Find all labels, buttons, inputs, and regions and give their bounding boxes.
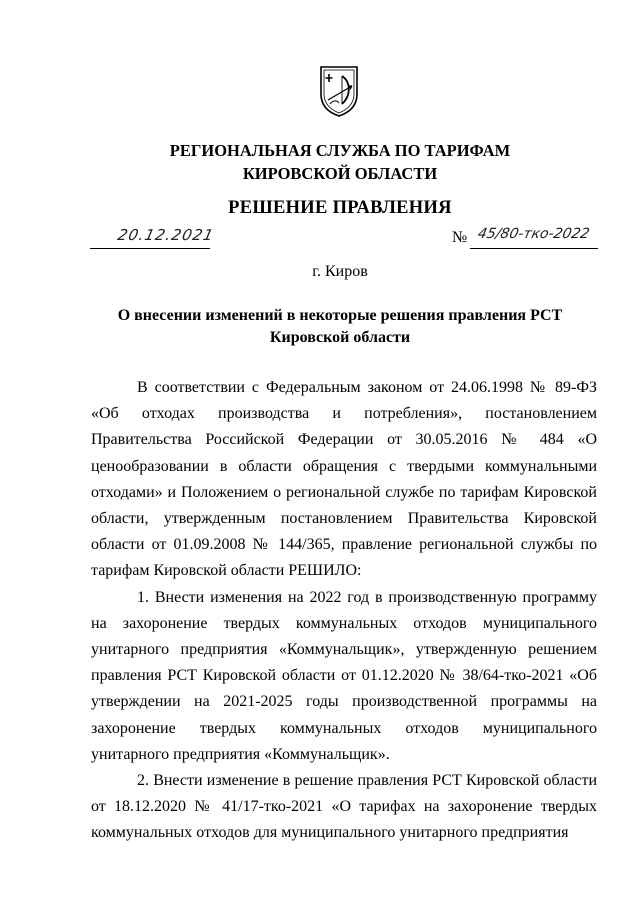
handwritten-number: 45/80-тко-2022 [476,226,591,242]
subject-line2: Кировской области [269,329,411,346]
subject-line1: О внесении изменений в некоторые решения правления РСТ [117,307,563,324]
handwritten-date: 20.12.2021 [116,226,216,244]
kirov-coat-of-arms-icon [318,64,360,118]
organization-title [80,139,600,185]
body-paragraph-preamble: В соответствии с Федеральным законом от 24.06.1998 № 89-ФЗ «Об отходах производства и потребления», постановлением Правительства Российской Федерации от 30.05.2016 № 484 «О ценообразовании в области обращения с твердыми коммунальными отходами» и Положением о региональной службе по тарифам Кировской области, утвержденным постановлением Правительства Кировской области от 01.09.2008 № 144/365, правление региональной службы по тарифам Кировской области РЕШИЛО: [91,379,597,580]
document-body [91,375,597,847]
number-label: № [452,229,468,246]
body-paragraph-item-1: 1. Внести изменения на 2022 год в производственную программу на захоронение твердых коммунальных отходов муниципального унитарного предприятия «Коммунальщик», утвержденную решением правления РСТ Кировской области от 01.12.2020 № 38/64-тко-2021 «Об утверждении на 2021-2025 годы производственной программы на захоронение твердых коммунальных отходов муниципального унитарного предприятия «Коммунальщик». [91,588,597,763]
organization-title-line1: РЕГИОНАЛЬНАЯ СЛУЖБА ПО ТАРИФАМ [169,141,511,160]
city-name: г. Киров [312,263,368,280]
organization-title-line2: КИРОВСКОЙ ОБЛАСТИ [242,164,438,183]
document-type-heading: РЕШЕНИЕ ПРАВЛЕНИЯ [228,198,452,218]
body-paragraph-item-2: 2. Внести изменение в решение правления РСТ Кировской области от 18.12.2020 № 41/17-тко-2021 «О тарифах на захоронение твердых коммунальных отходов для муниципального унитарного предприятия [91,772,597,842]
document-subject [110,305,570,349]
